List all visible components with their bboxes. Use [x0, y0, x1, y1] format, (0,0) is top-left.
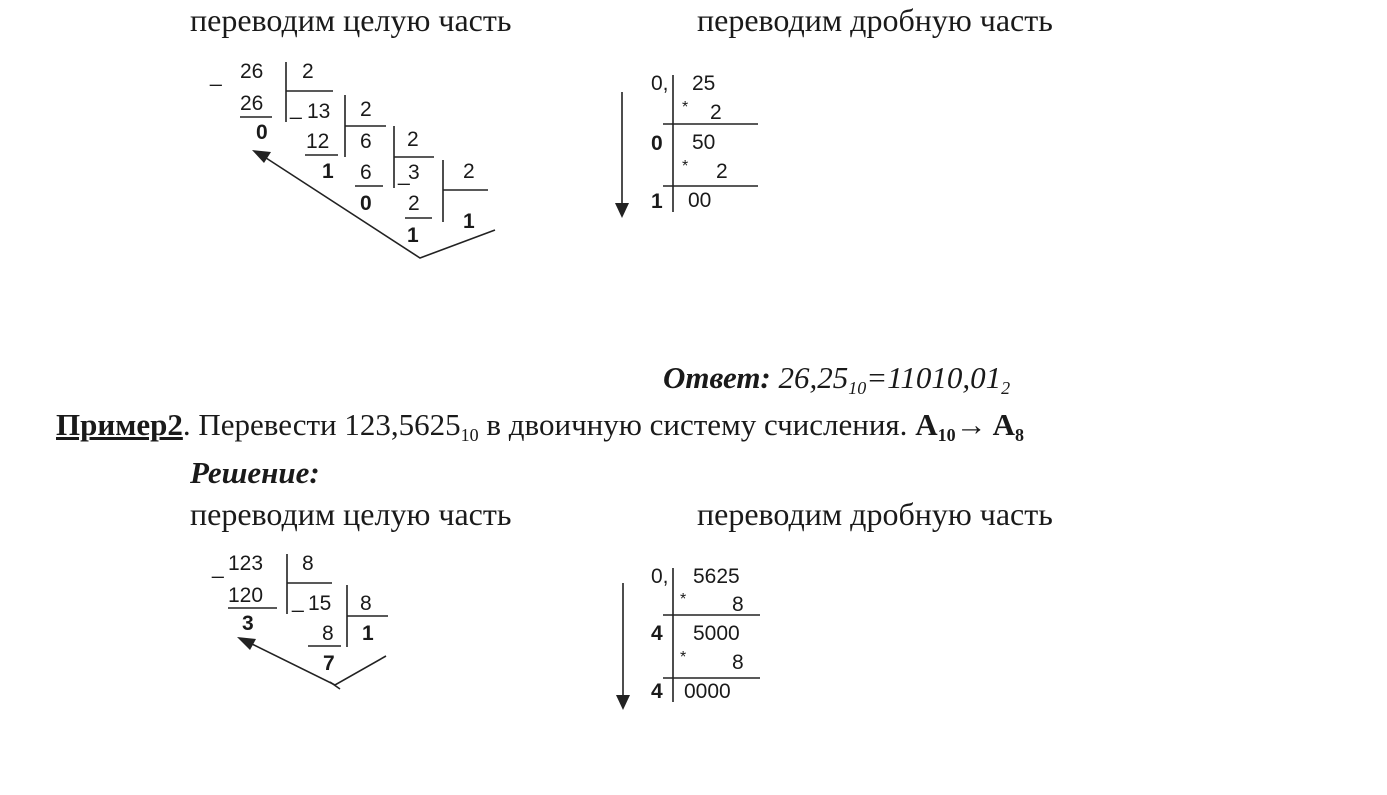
example2-text-cont: в двоичную систему счисления.: [478, 407, 916, 442]
example1-int-heading: переводим целую часть: [190, 2, 512, 38]
final-quotient-digit: 1: [362, 622, 374, 645]
quotient: 13: [307, 100, 331, 123]
minus-sign: _: [398, 163, 410, 186]
example1-collect-arrow: [252, 150, 495, 258]
dividend: 26: [240, 60, 264, 83]
divisor: 8: [360, 592, 372, 615]
remainder-digit: 1: [322, 160, 334, 183]
subtrahend: 26: [240, 92, 264, 115]
example2-frac-heading: переводим дробную часть: [697, 496, 1053, 532]
quotient: 6: [360, 130, 372, 153]
remainder-digit: 0: [360, 192, 372, 215]
from-base: 10: [937, 425, 956, 445]
remainder-digit: 7: [323, 652, 335, 675]
multiplier: 2: [716, 160, 728, 183]
multiplier: 8: [732, 593, 744, 616]
example1-frac-heading: переводим дробную часть: [697, 2, 1053, 38]
times-sign: *: [682, 99, 689, 116]
subtrahend: 6: [360, 161, 372, 184]
answer-lhs: 26,25: [778, 360, 849, 395]
fraction-value: 5000: [693, 622, 740, 645]
down-arrow-icon: [615, 203, 629, 218]
divisor: 2: [407, 128, 419, 151]
fraction-value: 00: [688, 189, 712, 212]
integer-zero: 0,: [651, 72, 669, 95]
fraction-value: 5625: [693, 565, 740, 588]
times-sign: *: [680, 591, 687, 608]
times-sign: *: [680, 649, 687, 666]
example2-solution-label: Решение:: [190, 455, 320, 490]
divisor: 2: [360, 98, 372, 121]
quotient: 15: [308, 592, 332, 615]
arrow-head-icon: [237, 637, 256, 650]
minus-sign: _: [292, 590, 304, 613]
answer-label: Ответ:: [663, 360, 771, 395]
divisor: 2: [302, 60, 314, 83]
result-digit: 0: [651, 132, 663, 155]
times-sign: *: [682, 158, 689, 175]
quotient: 3: [408, 161, 420, 184]
example2-text-base: 10: [460, 425, 479, 445]
remainder-digit: 1: [407, 224, 419, 247]
fraction-value: 0000: [684, 680, 731, 703]
minus-sign: _: [290, 97, 302, 120]
answer-rhs: =11010,01: [866, 360, 1002, 395]
result-digit: 1: [651, 190, 663, 213]
remainder-digit: 0: [256, 121, 268, 144]
divisor: 8: [302, 552, 314, 575]
result-digit: 4: [651, 622, 663, 645]
example2-division-rules: [228, 554, 388, 647]
multiplier: 8: [732, 651, 744, 674]
subtrahend: 2: [408, 192, 420, 215]
example2-collect-arrow: [237, 637, 386, 689]
down-arrow-icon: [616, 695, 630, 710]
arrow-head-icon: [252, 150, 271, 163]
answer-lhs-base: 10: [848, 378, 867, 398]
fraction-value: 25: [692, 72, 716, 95]
subtrahend: 12: [306, 130, 330, 153]
subtrahend: 120: [228, 584, 264, 607]
remainder-digit: 3: [242, 612, 254, 635]
example2-text: . Перевести 123,5625: [182, 407, 461, 442]
integer-zero: 0,: [651, 565, 669, 588]
divisor: 2: [463, 160, 475, 183]
minus-sign: _: [210, 64, 222, 87]
example2-int-heading: переводим целую часть: [190, 496, 512, 532]
example1-fraction-rules: [615, 75, 758, 218]
from-letter: A: [915, 407, 938, 442]
example2-fraction-rules: [616, 568, 760, 710]
dividend: 123: [228, 552, 264, 575]
example1-division-rules: [240, 62, 488, 222]
answer-rhs-base: 2: [1001, 378, 1011, 398]
final-quotient-digit: 1: [463, 210, 475, 233]
multiplier: 2: [710, 101, 722, 124]
to-base: 8: [1015, 425, 1025, 445]
arrow-icon: →: [955, 407, 987, 442]
subtrahend: 8: [322, 622, 334, 645]
fraction-value: 50: [692, 131, 716, 154]
to-letter: A: [986, 407, 1016, 442]
result-digit: 4: [651, 680, 663, 703]
example2-title: Пример2: [56, 407, 183, 442]
minus-sign: _: [212, 556, 224, 579]
